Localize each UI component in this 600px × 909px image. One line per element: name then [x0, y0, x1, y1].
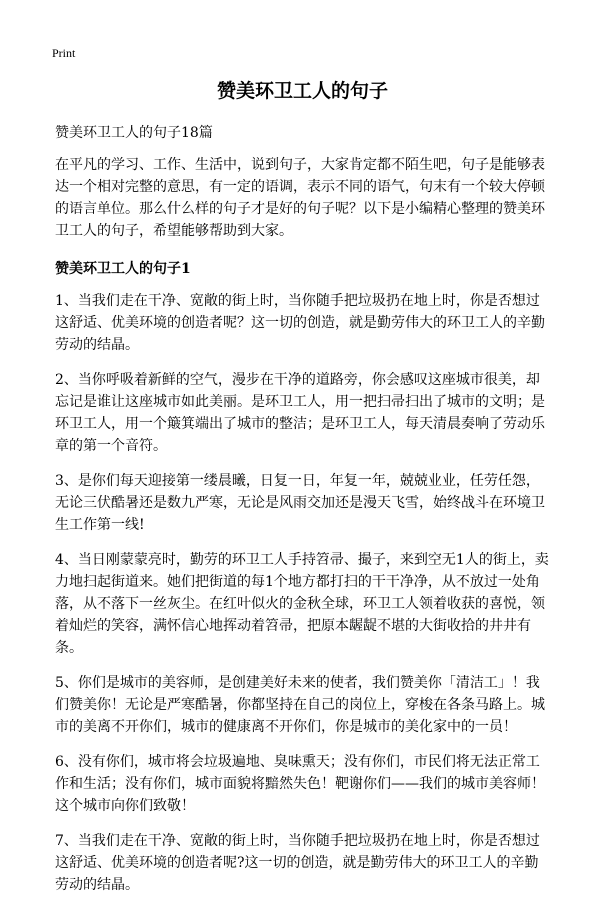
intro-paragraph: 在平凡的学习、工作、生活中，说到句子，大家肯定都不陌生吧，句子是能够表达一个相对完整的意思，有一定的语调，表示不同的语气，句末有一个较大停顿的语言单位。那么什么样的句子才是好的句子呢？以下是小编精心整理的赞美环卫工人的句子，希望能够帮助到大家。	[55, 157, 545, 239]
sentence-paragraph-7: 7、当我们走在干净、宽敞的街上时，当你随手把垃圾扔在地上时，你是否想过这舒适、优美环境的创造者呢?这一切的创造，就是勤劳伟大的环卫工人的辛勤劳动的结晶。	[55, 833, 540, 893]
sentence-paragraph-5: 5、你们是城市的美容师，是创建美好未来的使者，我们赞美你「清洁工」！我们赞美你！无论是严寒酷暑，你都坚持在自己的岗位上，穿梭在各条马路上。城市的美离不开你们，城市的健康离不开你们，你是城市的美化家中的一员！	[55, 675, 545, 735]
article-subtitle: 赞美环卫工人的句子18篇	[55, 125, 213, 141]
page-title: 赞美环卫工人的句子	[216, 80, 388, 102]
article	[55, 78, 550, 909]
print-link[interactable]: Print	[52, 46, 76, 60]
sentence-paragraph-2: 2、当你呼吸着新鲜的空气，漫步在干净的道路旁，你会感叹这座城市很美，却忘记是谁让这座城市如此美丽。是环卫工人，用一把扫帚扫出了城市的文明；是环卫工人，用一个簸箕端出了城市的整洁；是环卫工人，每天清晨奏响了劳动乐章的第一个音符。	[55, 372, 545, 454]
sentence-paragraph-3: 3、是你们每天迎接第一缕晨曦，日复一日，年复一年，兢兢业业，任劳任怨，无论三伏酷暑还是数九严寒，无论是风雨交加还是漫天飞雪，始终战斗在环境卫生工作第一线!	[55, 473, 545, 533]
sentence-paragraph-1: 1、当我们走在干净、宽敞的街上时，当你随手把垃圾扔在地上时，你是否想过这舒适、优美环境的创造者呢？这一切的创造，就是勤劳伟大的环卫工人的辛勤劳动的结晶。	[55, 293, 545, 353]
section-heading: 赞美环卫工人的句子1	[55, 261, 191, 277]
sentence-paragraph-4: 4、当日刚蒙蒙亮时，勤劳的环卫工人手持笤帚、撮子，来到空无1人的街上，卖力地扫起街道来。她们把街道的每1个地方都打扫的干干净净，从不放过一处角落，从不落下一丝灰尘。在红叶似火的金秋全球，环卫工人领着收获的喜悦，领着灿烂的笑容，满怀信心地挥动着笤帚，把原本龌龊不堪的大街收拾的井井有条。	[55, 552, 549, 656]
sentence-paragraph-6: 6、没有你们，城市将会垃圾遍地、臭味熏天；没有你们，市民们将无法正常工作和生活；没有你们，城市面貌将黯然失色！靶谢你们——我们的城市美容师！这个城市向你们致敬！	[55, 754, 545, 814]
